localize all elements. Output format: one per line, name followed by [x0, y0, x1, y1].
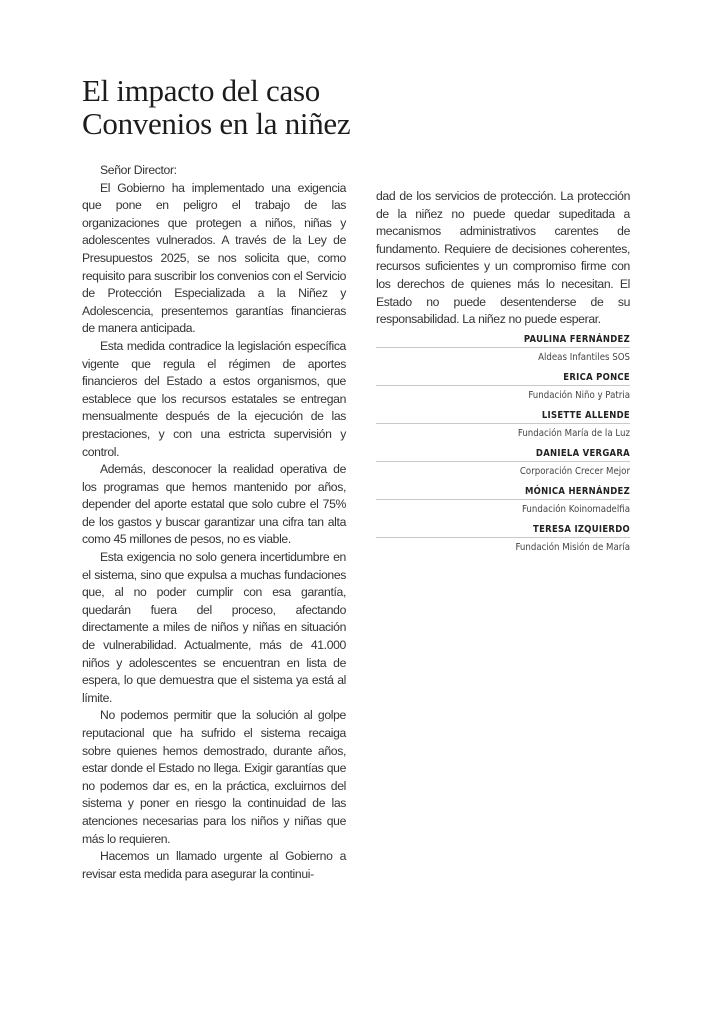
- letter-column-left: [82, 162, 346, 883]
- paragraph: Hacemos un llamado urgente al Gobierno a revisar esta medida para asegurar la continui-: [82, 849, 346, 881]
- signatory-name: DANIELA VERGARA: [376, 444, 630, 462]
- signatory: [376, 330, 630, 368]
- paragraph-continuation: dad de los servicios de protección. La protección de la niñez no puede quedar supeditada a mecanismos administrativos carentes de fundamento. Requiere de decisiones coherentes, recursos suficientes y un compromiso firme con los derechos de quienes más lo necesitan. El Estado no puede desentenderse de su responsabilidad. La niñez no puede esperar.: [376, 189, 630, 327]
- signatory: [376, 482, 630, 520]
- signatory-name: MÓNICA HERNÁNDEZ: [376, 482, 630, 500]
- paragraph: El Gobierno ha implementado una exigencia que pone en peligro el trabajo de las organizaciones que protegen a niños, niñas y adolescentes vulnerados. A través de la Ley de Presupuestos 2025, se nos solicita que, como requisito para suscribir los convenios con el Servicio de Protección Especializada a la Niñez y Adolescencia, presentemos garantías financieras de manera anticipada.: [82, 180, 346, 336]
- signatory-organization: Fundación Koinomadelfia: [521, 504, 630, 515]
- headline-line-1: El impacto del caso: [82, 73, 320, 108]
- letter-column-right: [376, 188, 630, 329]
- paragraph: Además, desconocer la realidad operativa de los programas que hemos mantenido por años, depender del aporte estatal que solo cubre el 75% de los gastos y buscar garantizar una cifra tan alta como 45 millones de pesos, no es viable.: [82, 462, 346, 547]
- signatory-organization: Fundación María de la Luz: [517, 428, 630, 439]
- signatory-organization: Corporación Crecer Mejor: [519, 466, 630, 477]
- signatory-organization: Aldeas Infantiles SOS: [538, 352, 630, 363]
- signatory-name: TERESA IZQUIERDO: [376, 520, 630, 538]
- signatory-organization: Fundación Niño y Patria: [528, 390, 630, 401]
- signatory-organization: Fundación Misión de María: [515, 542, 630, 553]
- headline-line-2: Convenios en la niñez: [82, 106, 351, 141]
- signatory: [376, 368, 630, 406]
- signatory-name: LISETTE ALLENDE: [376, 406, 630, 424]
- paragraph: No podemos permitir que la solución al golpe reputacional que ha sufrido el sistema recaiga sobre quienes hemos demostrado, durante años, estar donde el Estado no llega. Exigir garantías que no podemos dar es, en la práctica, excluirnos del sistema y poner en riesgo la continuidad de las atenciones necesarias para los niños y niñas que más lo requieren.: [82, 708, 346, 846]
- signatory: [376, 444, 630, 482]
- signatory-name: PAULINA FERNÁNDEZ: [376, 330, 630, 348]
- paragraph: Esta medida contradice la legislación específica vigente que regula el régimen de aportes financieros del Estado a estos organismos, que establece que los recursos estatales se entregan mensualmente después de la ejecución de las prestaciones, y con una estricta supervisión y control.: [82, 338, 346, 459]
- paragraph: Esta exigencia no solo genera incertidumbre en el sistema, sino que expulsa a muchas fundaciones que, al no poder cumplir con esa garantía, quedarán fuera del proceso, afectando directamente a miles de niños y niñas en situación de vulnerabilidad. Actualmente, más de 41.000 niños y adolescentes se encuentran en lista de espera, lo que demuestra que el sistema ya está al límite.: [82, 550, 346, 705]
- signatory-name: ERICA PONCE: [376, 368, 630, 386]
- signature-block: [376, 330, 630, 558]
- headline: [82, 74, 642, 140]
- signatory: [376, 406, 630, 444]
- salutation: Señor Director:: [100, 163, 177, 177]
- signatory: [376, 520, 630, 558]
